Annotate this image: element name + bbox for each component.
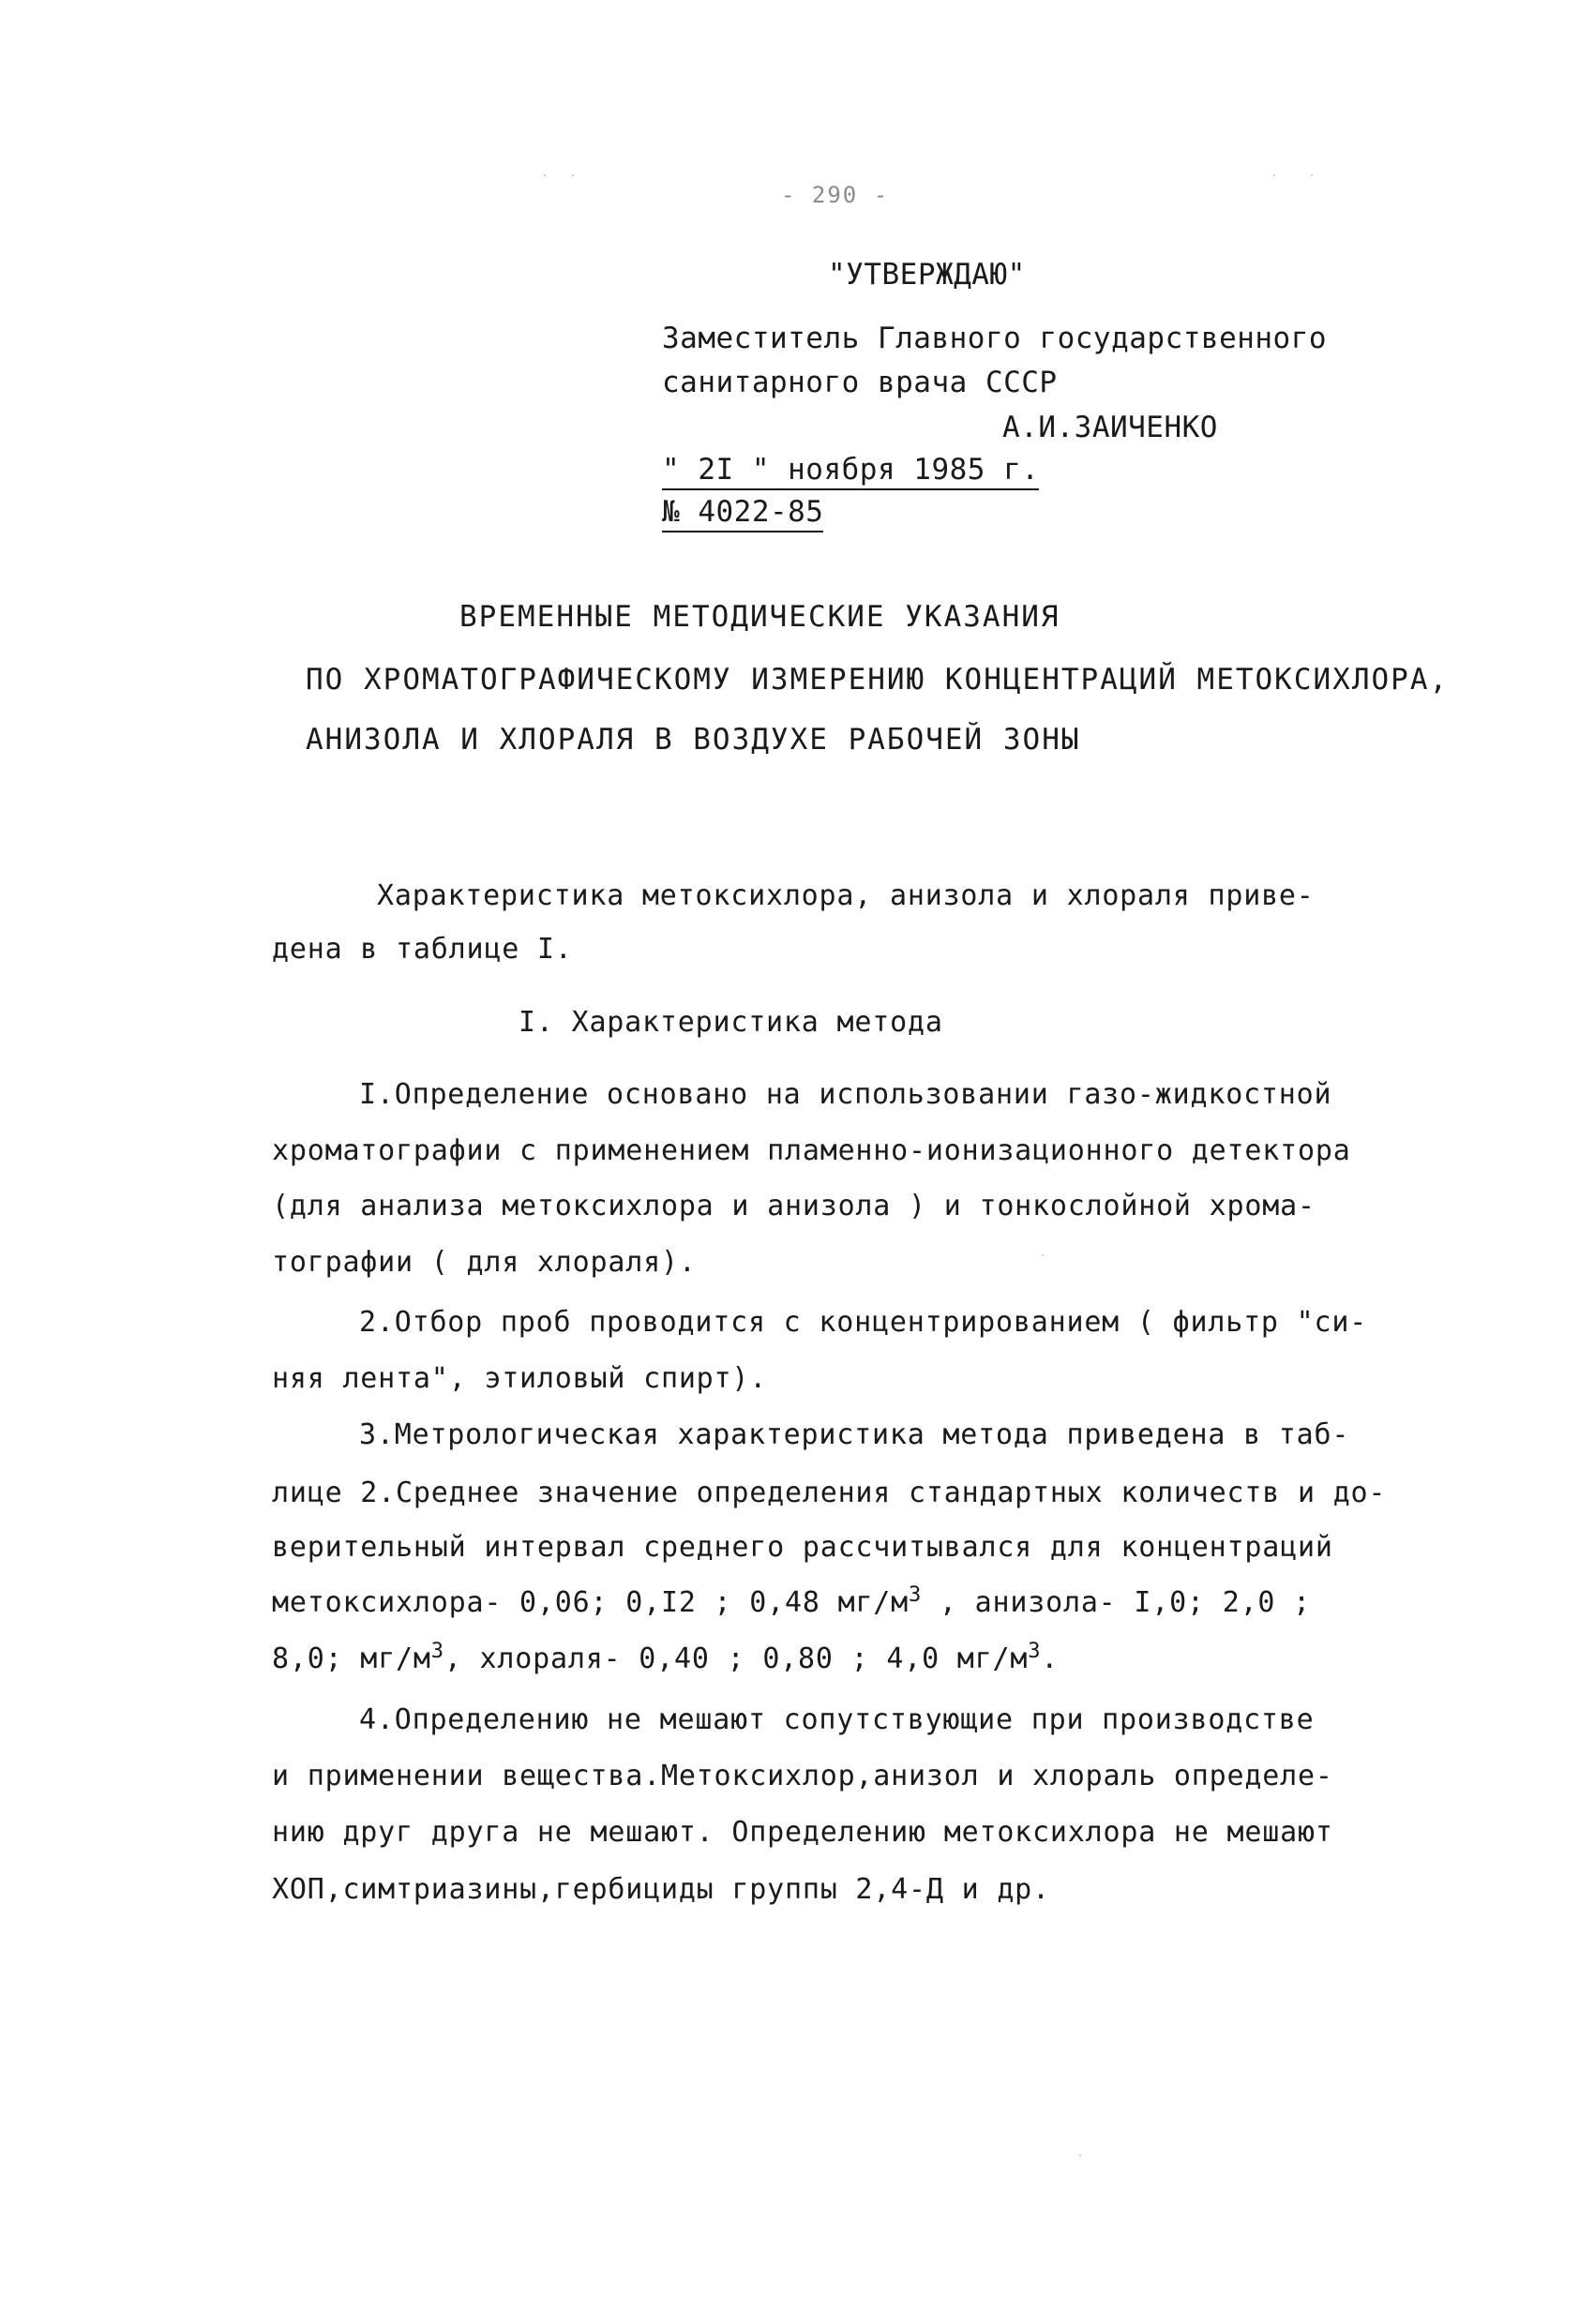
- scan-speck: [1042, 1254, 1044, 1256]
- para1-line1: I.Определение основано на использовании газо-жидкостной: [359, 1078, 1332, 1111]
- intro-line1: Характеристика метоксихлора, анизола и хлораля приве-: [377, 879, 1315, 912]
- para4-line1: 4.Определению не мешают сопутствующие при производстве: [359, 1703, 1315, 1736]
- superscript-3: 3: [1028, 1640, 1042, 1663]
- para3-line5-text-a: 8,0; мг/м: [272, 1642, 431, 1675]
- title-line3: АНИЗОЛА И ХЛОРАЛЯ В ВОЗДУХЕ РАБОЧЕЙ ЗОНЫ: [306, 723, 1081, 757]
- approval-number: № 4022-85: [662, 495, 823, 532]
- page-number: - 290 -: [781, 182, 890, 208]
- para3-line5-text-b: , хлораля- 0,40 ; 0,80 ; 4,0 мг/м: [444, 1642, 1029, 1675]
- scan-speck: [1079, 2154, 1081, 2156]
- para1-line4: тографии ( для хлораля).: [272, 1246, 697, 1279]
- approval-date: " 2I " ноября 1985 г.: [662, 453, 1039, 490]
- scan-speck: [544, 174, 546, 176]
- para3-line3: верительный интервал среднего рассчитывался для концентраций: [272, 1531, 1333, 1564]
- superscript-3: 3: [430, 1640, 444, 1663]
- approval-position-line1: Заместитель Главного государственного: [662, 322, 1328, 355]
- scan-speck: [572, 174, 574, 176]
- para4-line3: нию друг друга не мешают. Определению метоксихлора не мешают: [272, 1816, 1333, 1849]
- para3-line5: [272, 1642, 1059, 1675]
- approval-name: А.И.ЗАИЧЕНКО: [1002, 411, 1218, 444]
- section-heading: I. Характеристика метода: [519, 1006, 943, 1039]
- para3-line4: [272, 1583, 1312, 1619]
- para3-line4-text-a: метоксихлора- 0,06; 0,I2 ; 0,48 мг/м: [272, 1586, 910, 1619]
- para1-line3: (для анализа метоксихлора и анизола ) и тонкослойной хрома-: [272, 1190, 1316, 1222]
- scan-speck: [1273, 174, 1275, 176]
- para3-line5-text-c: .: [1041, 1642, 1060, 1675]
- intro-line2: дена в таблице I.: [272, 933, 573, 966]
- approval-heading: "УТВЕРЖДАЮ": [828, 258, 1026, 292]
- scan-speck: [1311, 174, 1313, 176]
- title-line2: ПО ХРОМАТОГРАФИЧЕСКОМУ ИЗМЕРЕНИЮ КОНЦЕНТРАЦИЙ МЕТОКСИХЛОРА,: [306, 663, 1450, 697]
- para1-line2: хроматографии с применением пламенно-ионизационного детектора: [272, 1134, 1351, 1167]
- para4-line2: и применении вещества.Метоксихлор,анизол и хлораль определе-: [272, 1760, 1333, 1792]
- superscript-3: 3: [909, 1583, 923, 1607]
- para2-line1: 2.Отбор проб проводится с концентрированием ( фильтр "си-: [359, 1306, 1368, 1339]
- para3-line1: 3.Метрологическая характеристика метода приведена в таб-: [359, 1418, 1350, 1451]
- para2-line2: няя лента", этиловый спирт).: [272, 1362, 768, 1395]
- para4-line4: ХОП,симтриазины,гербициды группы 2,4-Д и др.: [272, 1873, 1050, 1906]
- approval-position-line2: санитарного врача СССР: [662, 366, 1058, 399]
- para3-line4-text-b: , анизола- I,0; 2,0 ;: [922, 1586, 1312, 1619]
- para3-line2: лице 2.Среднее значение определения стандартных количеств и до-: [272, 1477, 1387, 1509]
- title-line1: ВРЕМЕННЫЕ МЕТОДИЧЕСКИЕ УКАЗАНИЯ: [459, 600, 1060, 634]
